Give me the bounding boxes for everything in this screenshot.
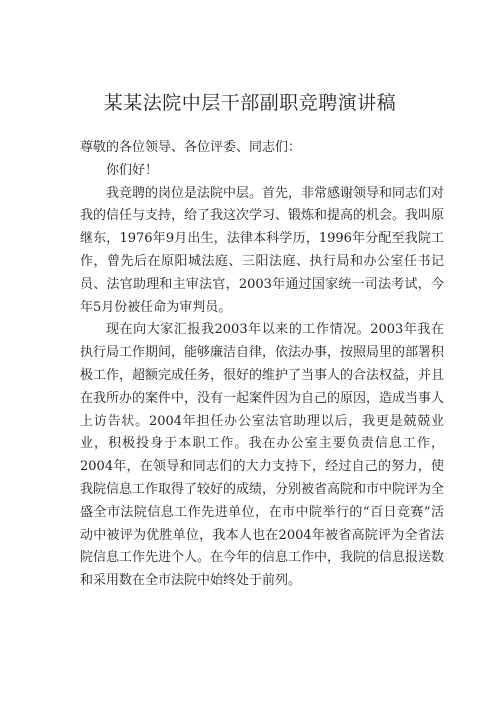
greeting: 你们好！ xyxy=(106,162,159,178)
document-body xyxy=(80,136,444,593)
paragraph-work-report: 现在向大家汇报我2003年以来的工作情况。2003年我在执行局工作期间，能够廉洁自律，依法办事，按照局里的部署积极工作，超额完成任务，很好的维护了当事人的合法权益，并且在我所办的案件中，没有一起案件因为自己的原因，造成当事人上访告状。2004年担任办公室法官助理以后，我更是兢兢业业，积极投身于本职工作。我在办公室主要负责信息工作，2004年，在领导和同志们的大力支持下，经过自己的努力，使我院信息工作取得了较好的成绩，分别被省高院和市中院评为全盛全市法院信息工作先进单位，在市中院举行的“百日竞赛”活动中被评为优胜单位，我本人也在2004年被省高院评为全省法院信息工作先进个人。在今年的信息工作中，我院的信息报送数和采用数在全市法院中始终处于前列。 xyxy=(80,322,445,589)
paragraph-position-intro: 我竞聘的岗位是法院中层。首先，非常感谢领导和同志们对我的信任与支持，给了我这次学习、锻炼和提高的机会。我叫原继东，1976年9月出生，法律本科学历，1996年分配至我院工作，曾先后在原阳城法庭、三阳法庭、执行局和办公室任书记员、法官助理和主审法官，2003年通过国家统一司法考试，今年5月份被任命为审判员。 xyxy=(80,185,445,315)
document-title: 某某法院中层干部副职竞聘演讲稿 xyxy=(103,92,397,114)
salutation: 尊敬的各位领导、各位评委、同志们： xyxy=(80,140,302,155)
